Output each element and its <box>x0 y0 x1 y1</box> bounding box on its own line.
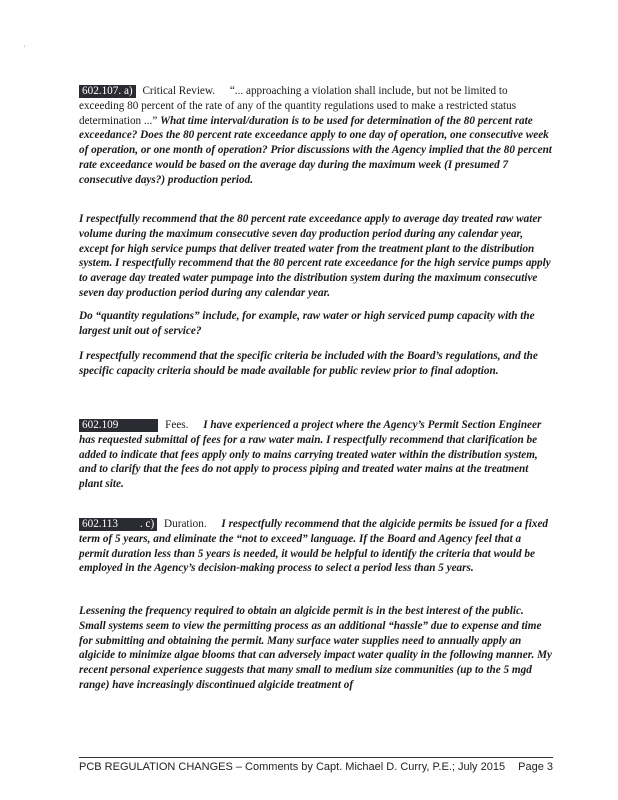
quoted-regulation: “... approaching a violation shall include, but not be limited to exceeding 80 percent of the rate of any of the quantity regulations used to make a restricted status determination ...” <box>79 85 517 127</box>
section-text: I have experienced a project where the Agency’s Permit Section Engineer has requested submittal of fees for a raw water main. I respectfully recommend that clarification be added to indicate that fees apply only to mains carrying treated water within the distribution system, and to clarify that the fees do not apply to process piping and treated water mains at the treatment plant site. <box>79 419 542 491</box>
page-number: Page 3 <box>518 761 553 773</box>
section-602-109 <box>79 418 553 492</box>
margin-mark: ' <box>24 44 26 53</box>
paragraph-lessening-frequency: Lessening the frequency required to obtain an algicide permit is in the best interest of the public. Small systems seem to view the permitting process as an additional “hassle” due to expense and time for submitting and obtaining the permit. Many surface water supplies need to annually apply an algicide to minimize algae blooms that can adversely impact water quality in the following manner. My recent personal experience suggests that many small to medium size communities (up to the 5 mgd range) have increasingly discontinued algicide treatment of <box>79 605 552 691</box>
section-tag: 602.109 <box>79 419 158 432</box>
section-602-107 <box>79 84 553 188</box>
paragraph-quantity-regulations: Do “quantity regulations” include, for example, raw water or high serviced pump capacity with the largest unit out of service? <box>79 310 535 337</box>
section-tag <box>79 518 157 531</box>
section-heading: Critical Review. <box>142 85 216 97</box>
paragraph-specific-criteria: I respectfully recommend that the specific criteria be included with the Board’s regulations, and the specific capacity criteria should be made available for public review prior to final adoption. <box>79 350 538 377</box>
section-602-113 <box>79 517 553 576</box>
footer-title: PCB REGULATION CHANGES – Comments by Capt. Michael D. Curry, P.E.; July 2015 <box>79 761 506 773</box>
section-text: I respectfully recommend that the algicide permits be issued for a fixed term of 5 years, and eliminate the “not to exceed” language. If the Board and Agency feel that a permit duration less than 5 years is needed, it would be helpful to identify the criteria that would be employed in the Agency’s decision-making process to select a period less than 5 years. <box>79 518 549 575</box>
section-heading: Fees. <box>165 419 189 431</box>
question-text: What time interval/duration is to be used for determination of the 80 percent rate exceedance? Does the 80 percent rate exceedance apply to one day of operation, one consecutive week of operation, or one month of operation? Prior discussions with the Agency implied that the 80 percent rate exceedance would be based on the average day during the maximum week (I presumed 7 consecutive days?) production period. <box>79 114 552 186</box>
section-tag: 602.107. a) <box>79 85 136 98</box>
section-tag-number: 602.113 <box>82 518 118 530</box>
section-heading: Duration. <box>164 518 207 530</box>
section-tag-suffix: . c) <box>139 518 155 530</box>
page-footer <box>79 757 553 773</box>
paragraph-recommend-80-percent: I respectfully recommend that the 80 percent rate exceedance apply to average day treated raw water volume during the maximum consecutive seven day production period during any calendar year, except for high service pumps that deliver treated water from the treatment plant to the distribution system. I respectfully recommend that the 80 percent rate exceedance for the high service pumps apply to average day treated water pumpage into the distribution system during the maximum consecutive seven day production period during any calendar year. <box>79 213 551 299</box>
